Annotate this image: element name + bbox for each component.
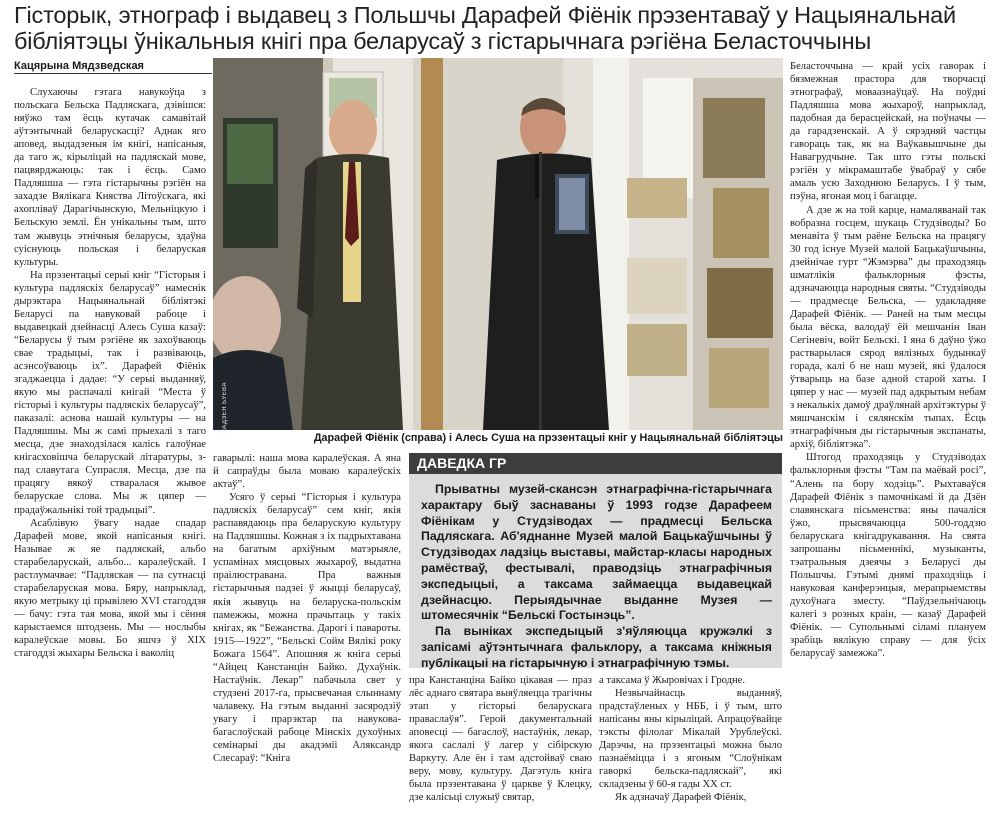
article-author: Кацярына Мядзведская — [14, 60, 212, 74]
paragraph: Як адзначаў Дарафей Фіёнік, — [615, 792, 747, 804]
sidebar-paragraph: Прыватны музей-скансэн этнаграфічна-гістарычнага характару быў заснаваны ў 1993 годзе Дарафеем Фіёнікам у Студзіводах — прадмесці Бельска Падляскага. Аб'яднанне Музей малой Бацькаўшчыны ў Студзіводах ладзіць выставы, майстар-класы народных рамёстваў, фестывалі, праводзіць этнаграфічныя экспедыцыі, а таксама займаецца выдавецкай дзейнасцю. Перыядычнае выданне Музея — штомесячнік “Бельскі Гостынэць”. — [421, 482, 772, 623]
paragraph: Беласточчына — край усіх гаворак і бязмежная прастора для творчасці этнографаў, моваазнаўцаў. На поўдні Падляшша мова жыхароў, напрыклад, падобная да берасцейскай, на поўначы — да гарадзенскай. А ў сярэдняй частцы гавораць так, як на Ваўкавышчыне ды Навагрудчыне. Так што гэты польскі рэгіён у мікрамаштабе ўвабраў у сябе амаль усю Заходнюю Беларусь. І ў тым, пэўна, ягоная моц і багацце. — [790, 61, 986, 203]
paragraph: На прэзентацыі серыі кніг “Гісторыя і культура падляскіх беларусаў” намеснік дырэктара Нацыянальнай бібліятэкі Беларусі па навуковай рабоце і выдавецкай дзейнасці Алесь Суша казаў: “Беларусы ў тым рэгіёне як захоўваюць свае традыцыі, так і развіваюць, асэнсоўваюць іх”. Дарафей Фіёнік згаджаецца і дадае: “У серыі выданняў, якую мы распачалі кнігай “Места ў гісторыі і культуры падляскіх беларусаў”, паказалі: аснова нашай культуры — на Падляшшы. Мы ж самі прыехалі з таго месца, дзе знаходзілася калісь галоўнае кнігасховішча беларускай літаратуры, з-пад славутага Супрасля. Месца, дзе па працягу вякоў стваралася жывое беларускае слова. Мы ж цяпер — прадаўжальнікі той традыцыі”. — [14, 269, 206, 516]
sidebar-box — [409, 474, 782, 668]
photo-credit: НАДЗЕЯ БУЕВА — [222, 382, 228, 434]
paragraph: Незвычайнасць выданняў, прадстаўленых у НББ, і ў тым, што напісаны яны кірыліцай. Апрацоўвайце тэксты філолаг Мікалай Урублеўскі. Дарэчы, на прэзентацыі можна было пазнаёміцца і з ягоным “Слоўнікам гаворкі бельска-падляскай”, які складзены ў 60-я гады XX ст. — [599, 688, 782, 791]
photo-illustration — [213, 58, 783, 430]
text-column-3 — [409, 674, 592, 832]
paragraph: а таксама ў Жыровічах і Гродне. — [599, 675, 746, 686]
paragraph: Асаблівую ўвагу надае спадар Дарафей мове, якой напісаныя кнігі. Называе ж яе падляскай, альбо старабеларускай, альбо... каралеўскай. І растлумачвае: “Падляская — па сутнасці старабеларуская мова. Бяру, напрыклад, якую метрыку ці прывілею XVI стагоддзя — бачу: гэта тая мова, якой мы і сёння карыстаемся штодзень. Мы — нослыбы каралеўскае мовы. Бо яшчэ ў XIX стагоддзі жыхары Бельска і ваколіц — [14, 517, 206, 660]
text-column-4 — [599, 674, 782, 832]
paragraph: пра Канстанціна Байко цікавая — праз лёс аднаго святара выяўляецца трагічны этап у гісторыі беларускага праваслаўя”. Герой дакументальнай аповесці — багаслоў, настаўнік, лекар, якога саслалі ў лагер у сібірскую Варкуту. Але ён і там адстойваў сваю веру, мову, культуру. Дагэтуль кніга была прэзентавана ў царкве ў Клецку, дзе калісьці служыў святар, — [409, 675, 592, 804]
sidebar-paragraph: Па выніках экспедыцый з'яўляюцца кружэлкі з запісамі аўтэнтычнага фальклору, а таксама кніжныя публікацыі на гістарычную і этнаграфічную тэмы. — [421, 624, 772, 670]
article-photo — [213, 58, 783, 430]
article-headline: Гісторык, этнограф і выдавец з Польшчы Дарафей Фіёнік прэзентаваў у Нацыянальнай бібліятэцы ўнікальныя кнігі пра беларусаў з гістарычнага рэгіёна Беласточчыны — [14, 2, 956, 54]
paragraph: гаварылі: наша мова каралеўская. А яна й сапраўды была моваю каралеўскіх актаў”. — [213, 453, 401, 491]
paragraph: Штогод праходзяць у Студзіводах фальклорныя фэсты “Там па маёвай росі”, “Алень па бору ходзіць”. Рыхтаваўся Дарафей Фіёнік з памочнікамі й да Дзён славянскага пісьменства: яны пачаліся ўжо, прысвячаюцца 500-годдзю беларускага кнігадрукавання. На свята запрошаны пісьменнікі, музыканты, тэатральныя дзеячы з Беларусі ды Польшчы. Гэтымі днямі праходзіць і навуковая канферэнцыя, мерапрыемствы духоўнага зместу. “Паўдзельнічаюць калегі з розных краін, — казаў Дарафей Фіёнік. — Супольнымі сіламі плануем зрабіць вялікую справу — для ўсіх беларусаў замежжа”. — [790, 452, 986, 660]
paragraph: Усяго ў серыі “Гісторыя і культура падляскіх беларусаў” сем кніг, якія распавядаюць пра беларускую культуру на Падляшшы. Кожная з іх падрыхтавана на багатым архіўным матэрыяле, успамінах мясцовых жыхароў, выдатна праілюстравана. Пра важныя гістарычныя падзеі ў жыцці беларусаў, якія жывуць на беларуска-польскім памежжы, можна прачытаць у такіх кнігах, як “Бежанства. Дарогі і павароты. 1915—1922”, “Бельскі Сойм Вялікі року Божага 1564”. Апошняя ж кніга серыі “Айцец Канстанцін Байко. Духаўнік. Настаўнік. Лекар” пабачыла свет у студзені 2017-га, прысвечаная слыннаму чалавеку. На гэтым выданні засяродзіў увагу і прарэктар па навукова-багаслоўскай рабоце Мінскіх духоўных семінарыі ды акадэміі Аляксандр Слесараў: “Кніга — [213, 492, 401, 765]
paragraph: Слухаючы гэтага навукоўца з польскага Бельска Падляскага, дзівішся: няўжо там ёсць кутачак самавітай аўтэнтычнай беларускасці? Аднак яго аповед, выдадзеныя ім кнігі, напісаныя, да таго ж, кірыліцай на падляскай мове, пацвярджаюць: так і ёсць. Само Падляшша — гэта гістарычны рэгіён на захадзе Вялікага Княства Літоўскага, які ахопліваў Дарагічынскую, Мельніцкую і Бельскую землі. Ён унікальны тым, што там жывуць этнічныя беларусы, здаўна суіснуюць польская і беларуская культуры. — [14, 87, 206, 268]
paragraph: А дзе ж на той карце, намаляванай так вобразна госцем, шукаць Студзіводы? Бо менавіта ў тым раёне Бельска на працягу 30 год існуе Музей малой Бацькаўшчыны, дзейнічае гурт “Жэмэрва” ды праходзяць шматлікія фальклорныя фэсты, адзначаюцца народныя святы. “Студзіводы — прадмесце Бельска, — удакладняе Дарафей Фіёнік. — Раней на тым месцы была вёска, валодаў ёй мешчанін Іван Сегіневіч, войт Бельскі. І яна 6 даўно ўжо растварылася сярод вялізных будынкаў горада, калі б не наш музей, які ўдалося ўтварыць на базе адной старой хаты. І цяпер у нас — музей пад адкрытым небам з некалькіх дамоў драўлянай архітэктуры ў мяшчанскім і сялянскім тыпах. Ёсць этнаграфічныя ды гістарычныя экспанаты, архіў, бібліятэка”. — [790, 204, 986, 451]
sidebar-box-title: ДАВЕДКА ГР — [409, 453, 782, 474]
text-column-2 — [213, 452, 401, 832]
text-column-1 — [14, 86, 206, 832]
photo-caption: Дарафей Фіёнік (справа) і Алесь Суша на прэзентацыі кніг у Нацыянальнай бібліятэцы — [313, 432, 783, 444]
text-column-5 — [790, 60, 986, 832]
